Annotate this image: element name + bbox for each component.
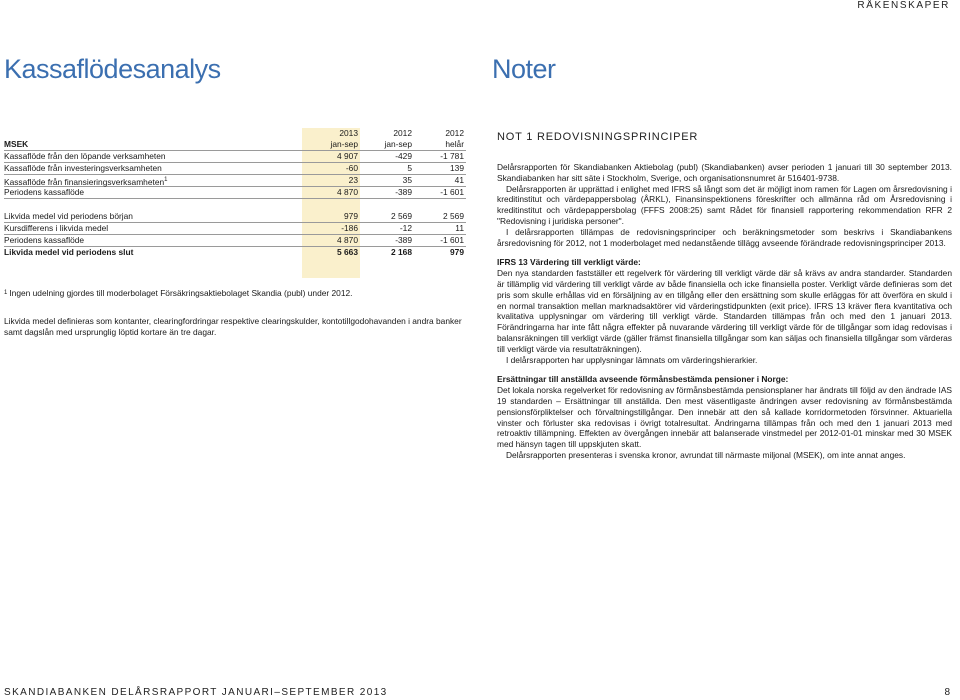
note-paragraph: I delårsrapporten tillämpas de redovisningsprinciper och beräkningsmetoder som beskrivs i Skandiabankens årsredovisning för 2012, not 1 moderbolaget med nedanstående tillägg avseende förändrade redovisningsprinciper 2013.: [497, 226, 952, 248]
row-label: Kursdifferens i likvida medel: [4, 223, 109, 233]
col-year-2: 2012: [393, 128, 412, 138]
table-row: [4, 235, 466, 247]
cell: -1 601: [440, 235, 464, 245]
footer-report-title: SKANDIABANKEN DELÅRSRAPPORT JANUARI–SEPTEMBER 2013: [4, 687, 388, 698]
cell: 979: [344, 211, 358, 221]
table-row: [4, 175, 466, 187]
footnote-text: Ingen udelning gjordes till moderbolaget Försäkringsaktiebolaget Skandia (publ) under 2012.: [9, 288, 353, 298]
table-footnote: [4, 288, 468, 299]
cell: -186: [341, 223, 358, 233]
row-label: Kassaflöde från finansieringsverksamheten$^1$: [4, 176, 168, 187]
cash-definition-paragraph: Likvida medel definieras som kontanter, clearingfordringar respektive clearingskulder, kontotillgodohavanden i andra banker samt dagslån med ursprunglig löptid kortare än tre dagar.: [4, 316, 462, 337]
cell: -1 781: [440, 151, 464, 161]
page-title-notes: Noter: [492, 54, 556, 84]
col-year-1: 2013: [339, 128, 358, 138]
row-label: Likvida medel vid periodens slut: [4, 247, 134, 257]
table-row-total: [4, 247, 466, 258]
cell: -1 601: [440, 187, 464, 197]
note-subheading: Ersättningar till anställda avseende förmånsbestämda pensioner i Norge:: [497, 374, 789, 385]
cell: 2 569: [391, 211, 412, 221]
table-row: [4, 223, 466, 235]
header-band: [0, 112, 960, 120]
page-title-cashflow: Kassaflödesanalys: [4, 54, 221, 84]
note-paragraph: Delårsrapporten presenteras i svenska kronor, avrundat till närmaste miljonal (MSEK), om inte annat anges.: [506, 449, 906, 460]
note-paragraph: I delårsrapporten har upplysningar lämnats om värderingshierarkier.: [506, 354, 758, 365]
note-paragraph: Den nya standarden fastställer ett regelverk för värdering till verkligt värde där så krävs av andra standarder. Standarden är tillämplig vid värdering till verkligt värde av både finansiella och icke finansiella poster. Verkligt värde definieras som det pris som skulle erhållas vid en försäljning av en tillgång eller den ersättning som skulle erläggas för att överföra en skuld i en normal transaktion mellan marknadsaktörer vid värderingstidpunkten (exit price). IFRS 13 kräver flera kvantitativa och kvalitativa upplysningar om värdering till verkligt värde. Standarden tillämpas från och med den 1 januari 2013. Förändringarna har inte fått några effekter på nuvarande värdering till verkligt värde för de tillgångar som idag redovisas i balansräkningen till verkligt värde (gäller främst finansiella tillgångar som kan säljas och finansiella tillgångar som värderas till verkligt värde via resultaträkningen).: [497, 268, 952, 354]
cell: 11: [455, 223, 464, 233]
section-tag: RÅKENSKAPER: [857, 0, 950, 11]
spacer: [4, 199, 466, 211]
table-row-total: [4, 187, 466, 199]
top-rule: [0, 20, 960, 21]
table-row: [4, 163, 466, 175]
unit-label: MSEK: [4, 139, 29, 149]
row-label: Kassaflöde från den löpande verksamheten: [4, 151, 166, 161]
cell: -12: [399, 223, 412, 233]
row-label: Likvida medel vid periodens början: [4, 211, 133, 221]
col-year-3: 2012: [445, 128, 464, 138]
cell: 35: [402, 175, 412, 185]
col-period-2: jan-sep: [384, 139, 412, 149]
footnote-ref: 1: [164, 177, 168, 183]
cell: 5 663: [337, 247, 358, 257]
cell: 5: [407, 163, 412, 173]
notes-body: [497, 162, 952, 461]
note-paragraph: Det lokala norska regelverket för redovisning av förmånsbestämda pensionsplaner har ändrats till följd av den ändrade IAS 19 standarden – Ersättningar till anställda. Den mest väsentligaste ändringen avser redovisning av förmånsbestämda pensionsförpliktelser och förvaltningstillgångar. Den innebär att den så kallade korridormetoden försvinner. Aktuariella vinster och förluster ska redovisas i övrigt totalresultat. Ändringarna tillämpas från och med den 1 januari 2013 med retroaktiv tillämpning. Effekten av övergången innebär att balanserade vinstmedel per 2012-01-01 minskar med 30 MSEK med hänsyn tagen till uppskjuten skatt.: [497, 385, 952, 450]
footnote-marker: 1: [4, 290, 8, 296]
table-row: [4, 211, 466, 223]
cell: -389: [395, 235, 412, 245]
cell: 4 907: [337, 151, 358, 161]
cell: 979: [450, 247, 464, 257]
col-period-3: helår: [445, 139, 464, 149]
note-paragraph: Delårsrapporten är upprättad i enlighet med IFRS så långt som det är möjligt inom ramen för Lagen om årsredovisning i kreditinstitut och värdepappersbolag (ÅRKL), Finansinspektionens föreskrifter och allmänna råd om Årsredovisning i kreditinstitut och värdepappersbolag (FFFS 2008:25) samt Rådet för finansiell rapportering rekommendation RFR 2 "Redovisning i juridiska personer".: [497, 183, 952, 226]
cell: 41: [454, 175, 464, 185]
cell: 4 870: [337, 235, 358, 245]
cell: 2 569: [443, 211, 464, 221]
note-heading: NOT 1 REDOVISNINGSPRINCIPER: [497, 131, 699, 143]
table-header-years: [4, 128, 466, 139]
cell: -389: [395, 187, 412, 197]
page-number: 8: [944, 687, 950, 698]
cell: -429: [395, 151, 412, 161]
cell: -60: [345, 163, 358, 173]
table-row: [4, 151, 466, 163]
cell: 2 168: [391, 247, 412, 257]
cell: 139: [450, 163, 464, 173]
table-header-periods: [4, 139, 466, 151]
cell: 4 870: [337, 187, 358, 197]
row-label: Periodens kassaflöde: [4, 187, 85, 197]
row-label: Kassaflöde från investeringsverksamheten: [4, 163, 162, 173]
cashflow-table: [4, 128, 466, 258]
cell: 23: [348, 175, 358, 185]
note-subheading: IFRS 13 Värdering till verkligt värde:: [497, 257, 641, 268]
note-paragraph: Delårsrapporten för Skandiabanken Aktiebolag (publ) (Skandiabanken) avser perioden 1 januari till 30 september 2013. Skandiabanken har sitt säte i Stockholm, Sverige, och organisationsnumret är 516401-9738.: [497, 162, 952, 183]
col-period-1: jan-sep: [330, 139, 358, 149]
row-label: Periodens kassaflöde: [4, 235, 85, 245]
